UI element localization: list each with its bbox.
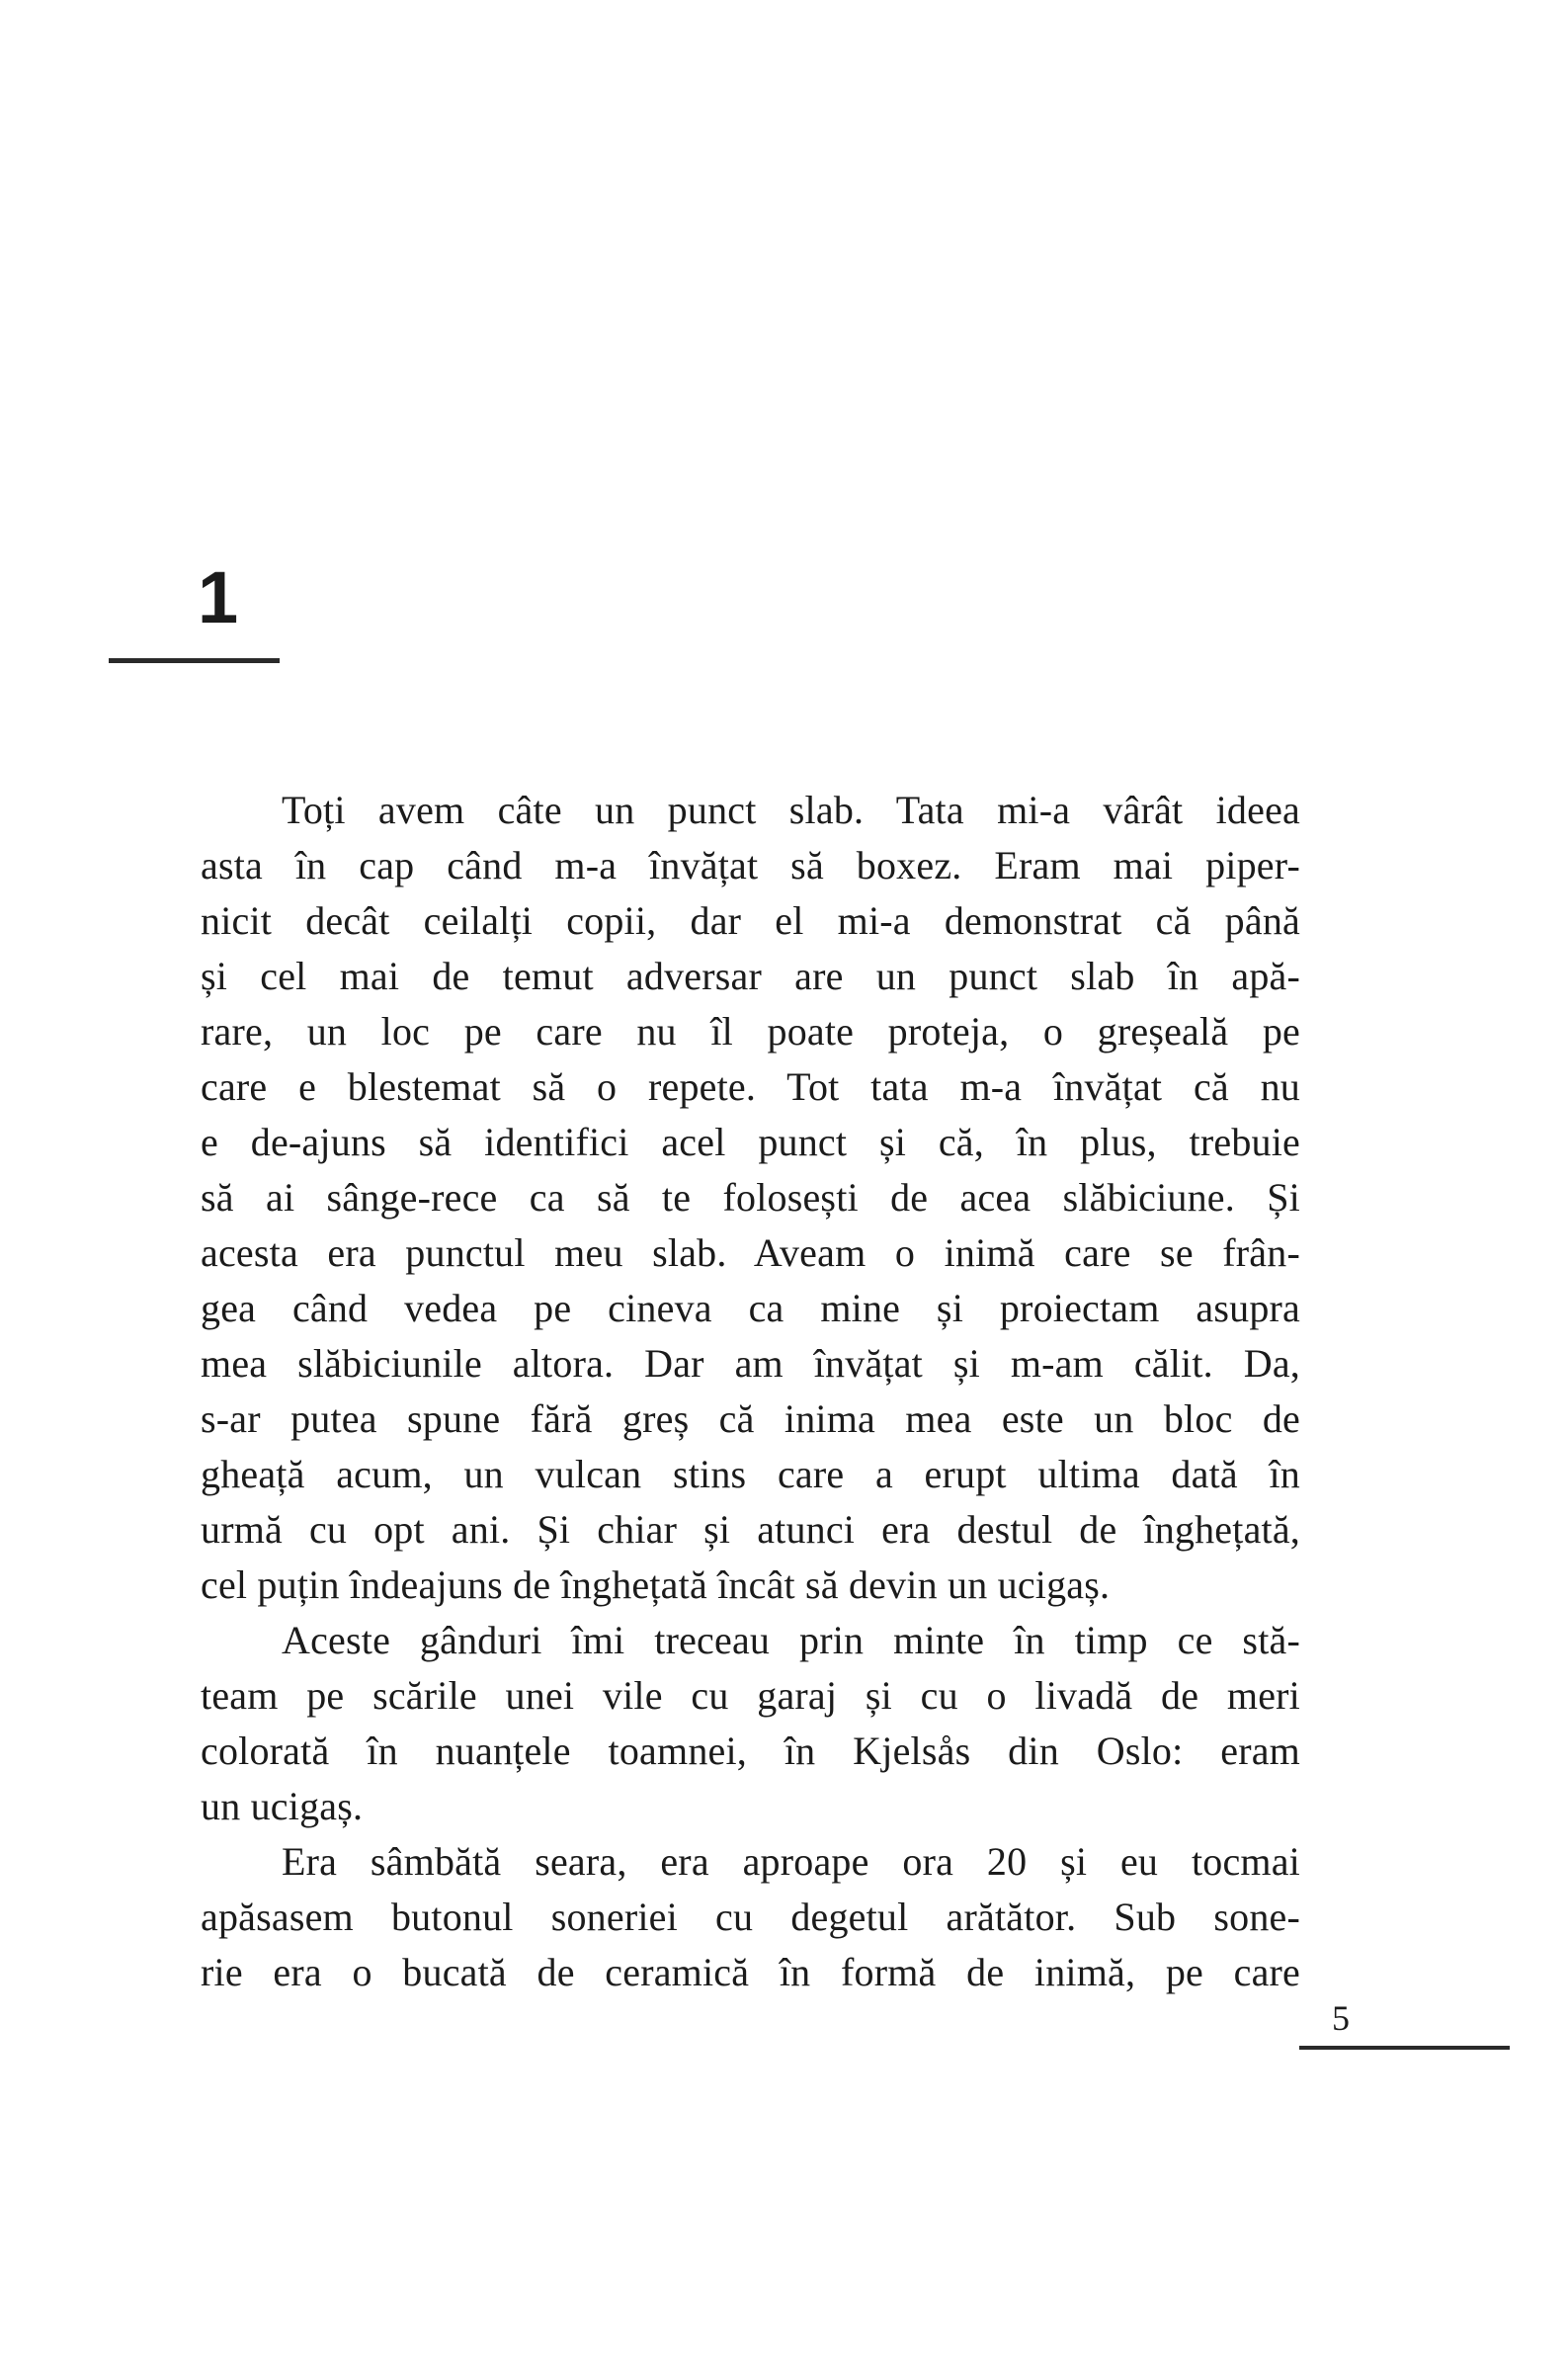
text-line: Aceste gânduri îmi treceau prin minte în timp ce stă- xyxy=(282,1618,1300,1662)
text-line: apăsasem butonul soneriei cu degetul arătător. Sub sone- xyxy=(201,1895,1300,1939)
text-line: mea slăbiciunile altora. Dar am învățat și m-am călit. Da, xyxy=(201,1341,1300,1386)
text-line: s-ar putea spune fără greș că inima mea este un bloc de xyxy=(201,1396,1300,1441)
text-line: un ucigaș. xyxy=(201,1784,364,1828)
text-line: gea când vedea pe cineva ca mine și proiectam asupra xyxy=(201,1286,1300,1330)
text-line: să ai sânge-rece ca să te folosești de acea slăbiciune. Și xyxy=(201,1175,1300,1220)
text-line: acesta era punctul meu slab. Aveam o inimă care se frân- xyxy=(201,1230,1300,1275)
text-line: nicit decât ceilalți copii, dar el mi-a demonstrat că până xyxy=(201,898,1300,943)
text-line: rie era o bucată de ceramică în formă de inimă, pe care xyxy=(201,1950,1300,1994)
text-line: asta în cap când m-a învățat să boxez. Eram mai piper- xyxy=(201,843,1300,887)
text-line: care e blestemat să o repete. Tot tata m-a învățat că nu xyxy=(201,1064,1300,1109)
text-line: cel puțin îndeajuns de înghețată încât să devin un ucigaș. xyxy=(201,1562,1111,1607)
text-line: urmă cu opt ani. Și chiar și atunci era destul de înghețată, xyxy=(201,1507,1300,1552)
chapter-number: 1 xyxy=(198,556,239,638)
text-line: Era sâmbătă seara, era aproape ora 20 și eu tocmai xyxy=(282,1839,1300,1884)
body-text xyxy=(201,783,1300,2000)
text-line: team pe scările unei vile cu garaj și cu o livadă de meri xyxy=(201,1673,1300,1718)
text-line: e de-ajuns să identifici acel punct și că, în plus, trebuie xyxy=(201,1120,1300,1164)
text-line: colorată în nuanțele toamnei, în Kjelsås din Oslo: eram xyxy=(201,1729,1300,1773)
page-number: 5 xyxy=(1332,1998,1350,2038)
footer-rule xyxy=(1299,2046,1510,2050)
chapter-rule xyxy=(109,658,280,663)
text-line: gheață acum, un vulcan stins care a erupt ultima dată în xyxy=(201,1452,1300,1496)
text-line: și cel mai de temut adversar are un punct slab în apă- xyxy=(201,954,1300,998)
text-line: rare, un loc pe care nu îl poate proteja, o greșeală pe xyxy=(201,1009,1300,1054)
text-line: Toți avem câte un punct slab. Tata mi-a vârât ideea xyxy=(282,788,1300,832)
